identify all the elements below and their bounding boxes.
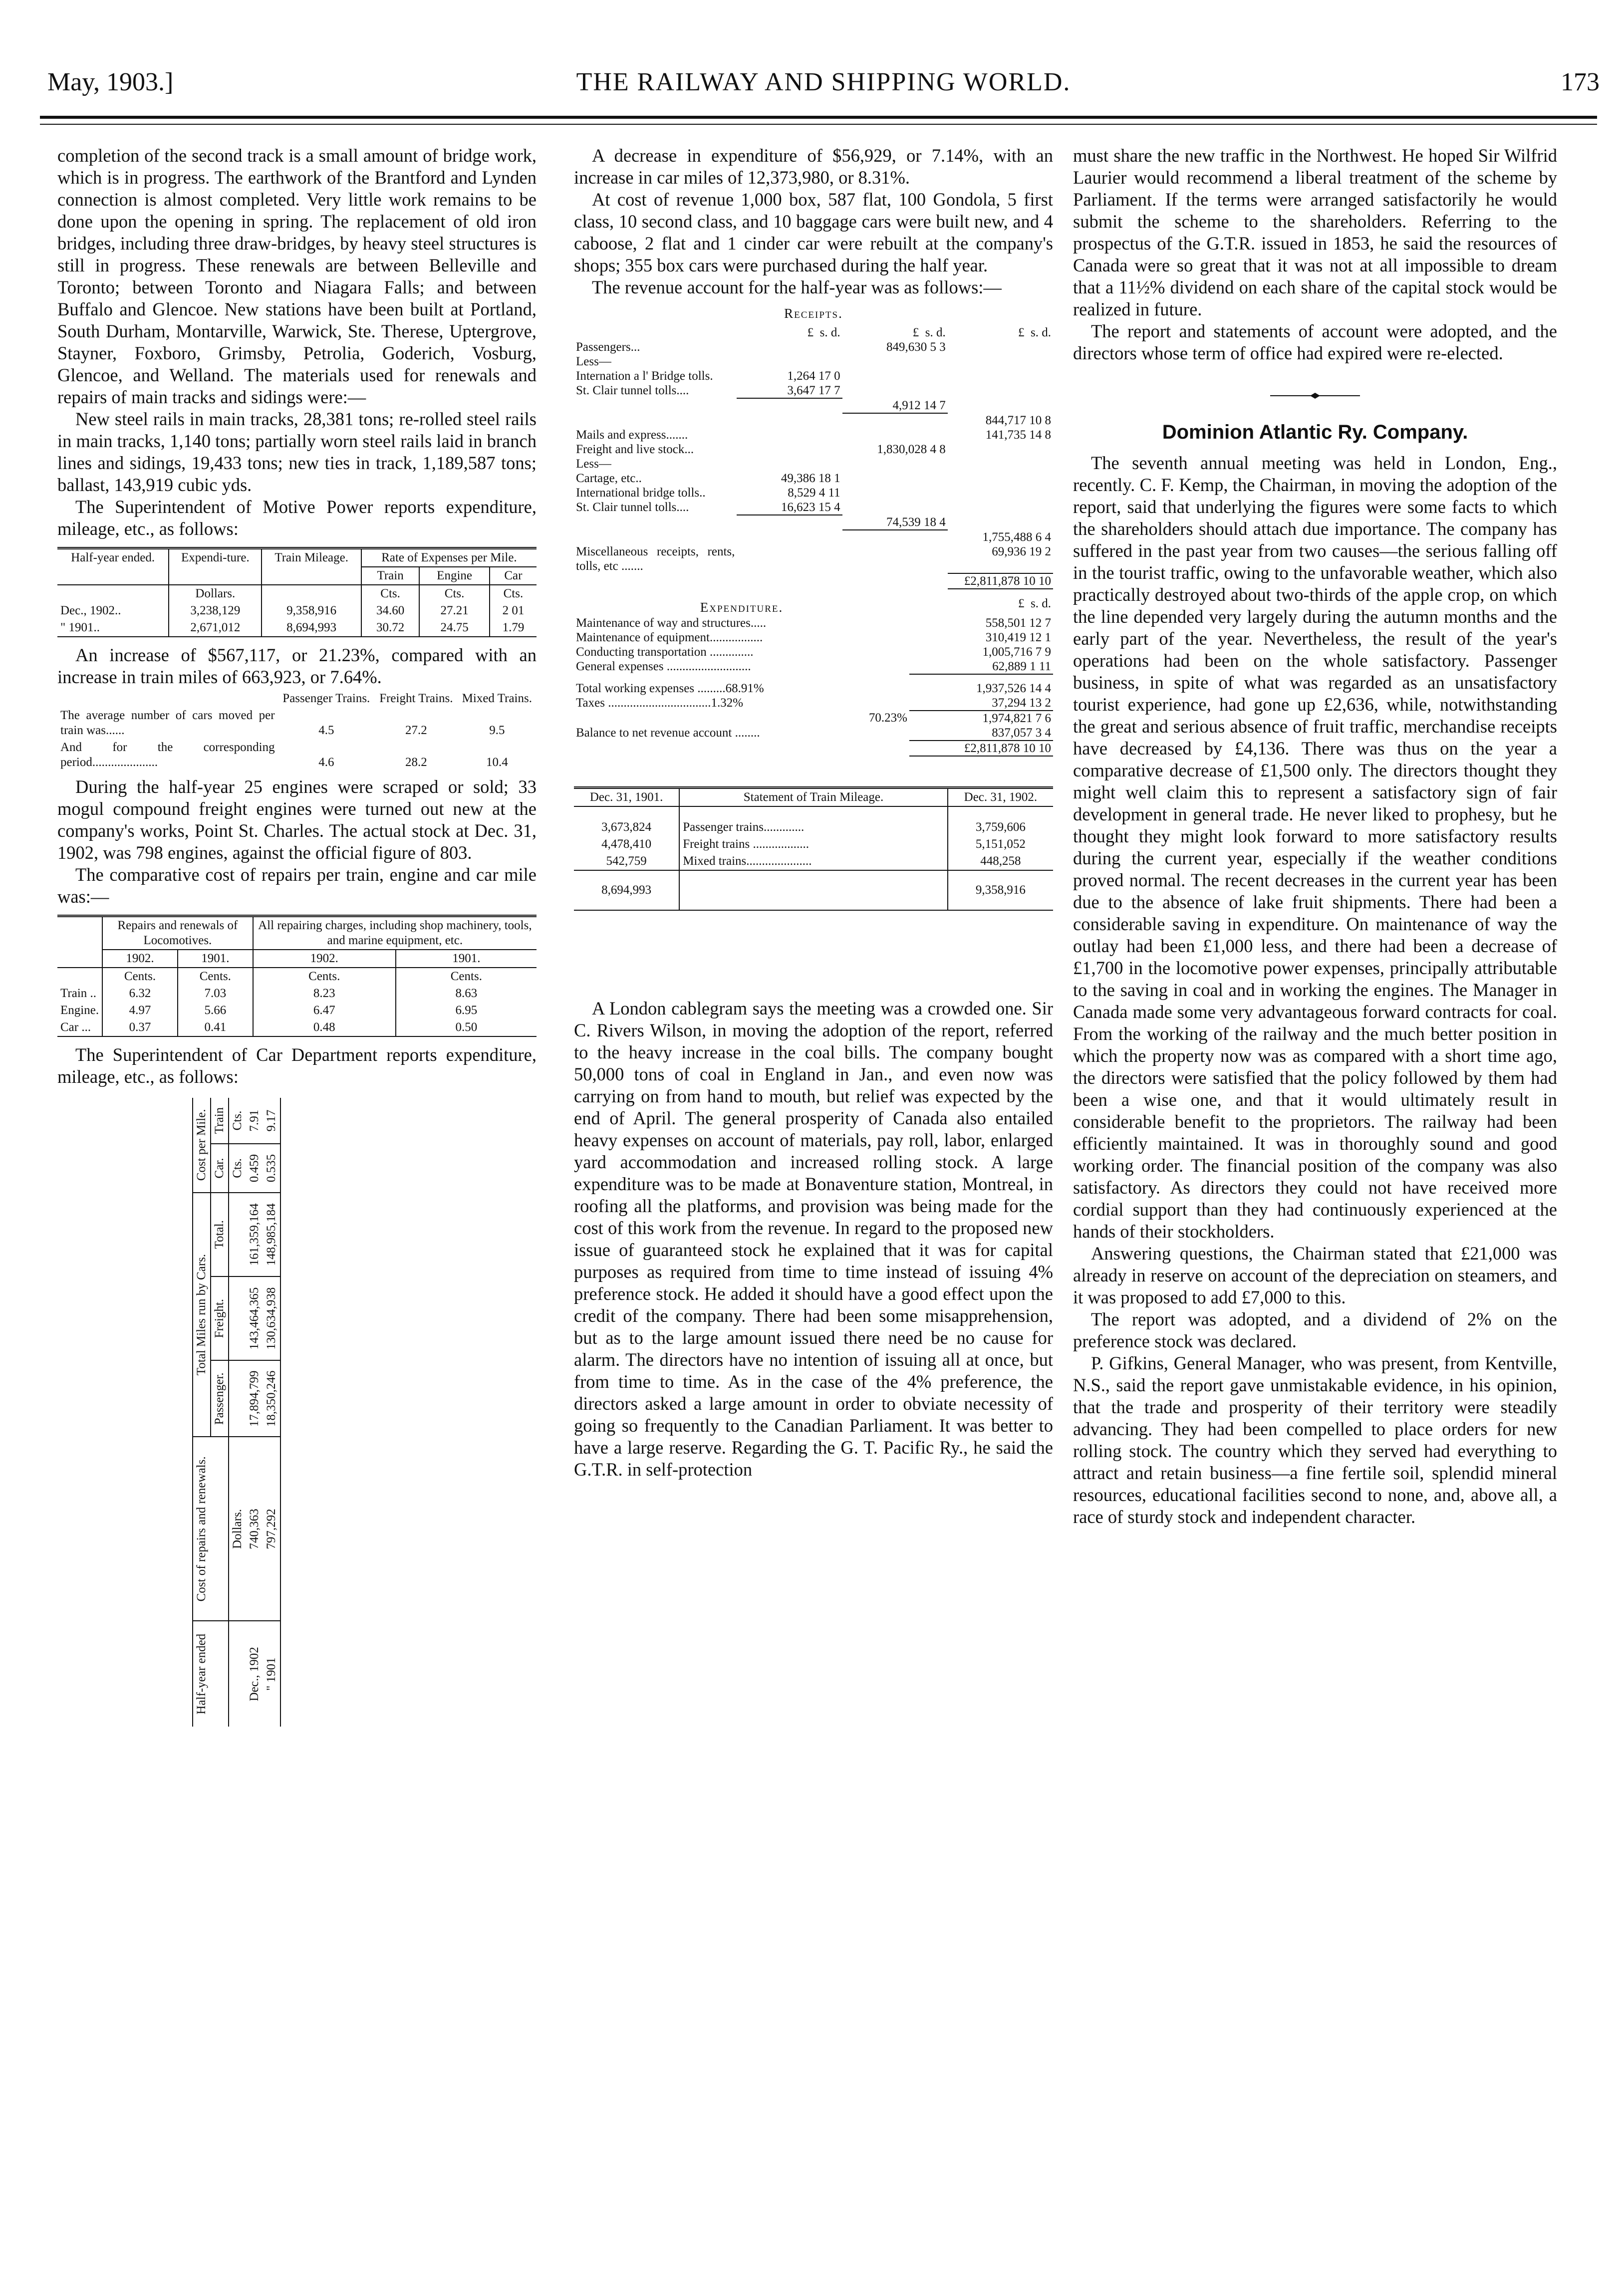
table-row: [574, 369, 1053, 383]
table-row: [574, 515, 1053, 530]
table-row: [574, 726, 1053, 741]
col-header: Car.: [211, 1144, 229, 1193]
table-row: [574, 645, 1053, 659]
issue-date: May, 1903.]: [47, 68, 174, 96]
row-label: Maintenance of way and structures.....: [576, 616, 767, 630]
cell: 143,464,365: [246, 1276, 263, 1360]
paragraph: An increase of $567,117, or 21.23%, compared with an increase in train miles of 663,923, or 7.64%.: [57, 645, 537, 687]
expenditure-title: Expenditure.: [700, 600, 784, 615]
cell: 8,694,993: [262, 619, 361, 637]
table-row: [574, 442, 1053, 457]
table-row: [574, 413, 1053, 428]
table-row: [57, 739, 537, 771]
cell: 17,894,799: [246, 1360, 263, 1437]
cell: 3,673,824: [574, 819, 679, 836]
cell: 837,057 3 4: [909, 726, 1053, 741]
row-label: Maintenance of equipment.................: [576, 631, 763, 644]
cell: 3,759,606: [975, 820, 1026, 834]
cell: 2,671,012: [169, 619, 262, 637]
table-row: [574, 741, 1053, 756]
table-row: [574, 428, 1053, 442]
table-row: [574, 471, 1053, 486]
cell: 28.2: [405, 756, 427, 769]
row-label: Internation a l' Bridge tolls.: [576, 369, 713, 383]
cell: 844,717 10 8: [985, 414, 1051, 427]
row-label: Engine.: [57, 1002, 102, 1019]
unit-label: Cts.: [231, 1110, 244, 1131]
unit-label: Cts.: [229, 1144, 246, 1193]
cell: 1,937,526 14 4: [976, 682, 1051, 695]
table-row: [574, 398, 1053, 413]
cell: 0.50: [455, 1020, 478, 1034]
col-header: Repairs and renewals of Locomotives.: [102, 916, 253, 950]
row-label: Mixed trains.....................: [679, 853, 948, 870]
col-header: Cost of repairs and renewals.: [193, 1437, 229, 1621]
table-row: [574, 630, 1053, 645]
unit-label: Dollars.: [229, 1437, 246, 1621]
cell: 4.97: [102, 1002, 178, 1019]
cell: 27.21: [419, 602, 490, 619]
row-label: Car ...: [57, 1019, 102, 1036]
cell: 69,936 19 2: [948, 544, 1053, 573]
col-header: Freight.: [211, 1276, 229, 1360]
cell: 141,735 14 8: [985, 428, 1051, 442]
paragraph: At cost of revenue 1,000 box, 587 flat, 100 Gondola, 5 first class, 10 second class, and 10 baggage cars were built new, and 4 caboose, 2 flat and 1 cinder car were rebuilt at the company's shops; 355 box cars were purchased during the half year.: [574, 189, 1053, 275]
cell: 130,634,938: [263, 1276, 280, 1360]
paragraph: A decrease in expenditure of $56,929, or 7.14%, with an increase in car miles of 12,373,980, or 8.31%.: [574, 145, 1053, 188]
row-label: Freight trains ..................: [679, 836, 948, 853]
cell: 0.41: [178, 1019, 253, 1036]
cell: 49,386 18 1: [781, 472, 840, 485]
receipts-table: [574, 325, 1053, 589]
paragraph: The revenue account for the half-year was as follows:—: [592, 277, 1002, 297]
cell: 4.5: [318, 724, 334, 737]
cell: 8.23: [253, 985, 396, 1002]
col-header: Engine: [419, 567, 490, 585]
paragraph: P. Gifkins, General Manager, who was present, from Kentville, N.S., said the report gave unmistakable evidence, in his opinion, that the trade and prosperity of their territory were steadily advancing. They had been compelled to place orders for new rolling stock. The country which they served had everything to attract and retain business—a fine fertile soil, splendid mineral resources, educational facilities second to none, and, above all, a race of sturdy stock and independent character.: [1073, 1353, 1557, 1527]
table-row: [574, 486, 1053, 500]
cell: 74,539 18 4: [842, 515, 948, 530]
col-header: 1902.: [253, 950, 396, 968]
cell: 9.17: [265, 1109, 278, 1132]
cell: 3,647 17 7: [737, 383, 842, 398]
car-department-table: [192, 1098, 281, 1727]
table-row: [574, 836, 1053, 853]
cell: 1,264 17 0: [787, 369, 840, 383]
col-header: Dec. 31, 1901.: [574, 788, 679, 807]
receipts-total: £2,811,878 10 10: [948, 573, 1053, 589]
currency-header: £ s. d.: [807, 326, 840, 339]
col-header: Rate of Expenses per Mile.: [361, 548, 537, 567]
row-label: And for the corresponding period.....................: [60, 741, 275, 769]
cell: 161,359,164: [246, 1193, 263, 1276]
cell: 10.4: [486, 756, 508, 769]
table-row: [574, 853, 1053, 870]
cell: 34.60: [361, 602, 419, 619]
paragraph: The Superintendent of Motive Power reports expenditure, mileage, etc., as follows:: [57, 497, 537, 539]
table-row: [574, 616, 1053, 630]
cell: 5.66: [178, 1002, 253, 1019]
cell: 558,501 12 7: [985, 616, 1051, 630]
row-label: St. Clair tunnel tolls....: [576, 501, 689, 514]
row-label: The average number of cars moved per train was......: [60, 709, 275, 737]
table-row: [574, 696, 1053, 711]
paragraph: The seventh annual meeting was held in London, Eng., recently. C. F. Kemp, the Chairman, in moving the adoption of the report, said that underlying the figures were some facts to which the shareholders should attach due importance. The company has suffered in the past year from two causes—the serious falling off in the tourist traffic, owing to the unfavorable weather, which also practically destroyed about two-thirds of the apple crop, on which the line depended very largely during the autumn months and the early part of the year. Nevertheless, the result of the year's operations had been on the whole satisfactory. Passenger business, in spite of what was regarded as an unsatisfactory tourist experience, had gone up £2,636, while, notwithstanding the great and serious absence of fruit traffic, merchandise receipts have decreased by £4,136. There was thus on the year a comparative decrease of £1,500 only. The directors thought they might well claim this to represent a satisfactory sign of fair development in general trade. He never liked to prophesy, but he thought they might look forward to more satisfactory results during the current year, especially if the weather conditions proved normal. The recent decreases in the current year has been due to the absence of lake fruit shipments. There had been a considerable saving in expenditure. On maintenance of way the outlay had been £1,000 less, and there had been a decrease of £1,700 in the locomotive power expenses, principally attributable to the saving in coal and in working the engines. The Manager in Canada made some very advantageous forward contracts for coal. From the working of the railway and the much better position in which the property now was as compared with a short time ago, the directors were satisfied that the policy followed by them had been a wise one, and that it would ultimately result in considerable benefit to the proprietors. The railway had been efficiently maintained. It was in thoroughly sound and good working order. The financial position of the company was also satisfactory. As directors they could not have received more cordial support than they had continuously experienced at the hands of their stockholders.: [1073, 453, 1557, 1242]
ornament-divider: [1073, 384, 1557, 406]
cell: 9.5: [489, 724, 505, 737]
col-header: Expendi-ture.: [169, 548, 262, 585]
col-header: Car: [504, 569, 523, 582]
cell: 849,630 5 3: [886, 340, 946, 354]
row-label: Cartage, etc..: [576, 472, 642, 485]
cell: 4,478,410: [574, 836, 679, 853]
paragraph: Answering questions, the Chairman stated that £21,000 was already in reserve on account of the depreciation on steamers, and it was proposed to add £7,000 to this.: [1073, 1243, 1557, 1307]
row-label: " 1901..: [57, 619, 169, 637]
cell: 9,358,916: [975, 883, 1026, 897]
expenditure-total: £2,811,878 10 10: [909, 741, 1053, 756]
col-header: Dec. 31, 1902.: [964, 790, 1038, 804]
article-heading: Dominion Atlantic Ry. Company.: [1162, 421, 1468, 443]
paragraph: completion of the second track is a small amount of bridge work, which is in progress. The earthwork of the Brantford and Lynden connection is almost completed. Very little work remains to be done upon the opening in spring. The replacement of old iron bridges, including three draw-bridges, by heavy steel structures is still in progress. These renewals are between Belleville and Toronto; between Toronto and Niagara Falls; and between Buffalo and Glencoe. New stations have been built at Portland, South Durham, Montarville, Warwick, Ste. Therese, Uptergrove, Stayner, Foxboro, Grimsby, Petrolia, Goderich, Vosburg, Glencoe, and Welland. The materials used for renewals and repairs of main tracks and sidings were:—: [57, 145, 537, 407]
row-label: Less—: [576, 355, 611, 368]
cell: 0.37: [102, 1019, 178, 1036]
col-header: Total Miles run by Cars.: [193, 1193, 211, 1437]
cell: 4.6: [318, 756, 334, 769]
receipts-title: Receipts.: [784, 306, 843, 321]
row-label: International bridge tolls..: [576, 486, 706, 500]
column-right: [1073, 145, 1557, 1528]
cell: 70.23%: [868, 711, 907, 725]
cell: 310,419 12 1: [985, 631, 1051, 644]
cell: 1,830,028 4 8: [877, 443, 946, 456]
cell: 6.95: [455, 1004, 478, 1017]
cell: 0.459: [246, 1144, 263, 1193]
cell: 1,755,488 6 4: [982, 530, 1051, 544]
unit-label: Cts.: [419, 585, 490, 602]
row-label: Conducting transportation ..............: [576, 645, 754, 659]
cell: 3,238,129: [169, 602, 262, 619]
row-label: " 1901: [263, 1621, 280, 1727]
cell: 0.535: [263, 1144, 280, 1193]
row-label: General expenses ...........................: [576, 660, 751, 673]
row-label: Less—: [576, 457, 611, 471]
col-header: Mixed Trains.: [462, 692, 532, 705]
cell: 148,985,184: [263, 1193, 280, 1276]
column-left: [57, 145, 537, 1727]
cell: 542,759: [574, 853, 679, 870]
page-number: 173: [1561, 68, 1600, 96]
col-header: Half-year ended: [193, 1621, 229, 1727]
table-row: [57, 707, 537, 739]
cell: 62,889 1 11: [909, 659, 1053, 674]
train-mileage-table: [574, 786, 1053, 911]
col-header: Freight Trains.: [379, 692, 453, 705]
row-label: Balance to net revenue account ........: [576, 726, 760, 740]
expenditure-table: [574, 596, 1053, 757]
currency-header: £ s. d.: [1018, 326, 1051, 339]
unit-label: Cents.: [253, 968, 396, 985]
col-header: Train: [213, 1107, 226, 1134]
cell: 30.72: [361, 619, 419, 637]
row-label: Total working expenses .........68.91%: [576, 682, 764, 695]
cell: 448,258: [948, 853, 1053, 870]
cell: 1,005,716 7 9: [982, 645, 1051, 659]
repair-cost-table: [57, 915, 537, 1037]
cell: 8,529 4 11: [788, 486, 840, 500]
row-label: Dec., 1902..: [57, 602, 169, 619]
paragraph: New steel rails in main tracks, 28,381 tons; re-rolled steel rails in main tracks, 1,140 tons; partially worn steel rails laid in branch lines and sidings, 19,433 tons; new ties in track, 1,189,587 tons; ballast, 143,919 cubic yds.: [57, 409, 537, 495]
paragraph: The report was adopted, and a dividend of 2% on the preference stock was declared.: [1073, 1309, 1557, 1351]
cell: 18,350,246: [263, 1360, 280, 1437]
table-row: [57, 985, 537, 1002]
table-row: [263, 1098, 280, 1727]
spacer: [574, 918, 1053, 998]
cell: 4,912 14 7: [842, 398, 948, 413]
cars-per-train-table: [57, 690, 537, 771]
table-row: [574, 383, 1053, 398]
table-row: [574, 530, 1053, 544]
unit-label: Cents.: [178, 968, 253, 985]
unit-label: Cents.: [102, 968, 178, 985]
running-header: [47, 67, 1600, 107]
cell: 27.2: [405, 724, 427, 737]
currency-header: £ s. d.: [912, 326, 946, 339]
table-row: [574, 819, 1053, 836]
unit-label: Cts.: [503, 587, 524, 600]
unit-label: Cts.: [361, 585, 419, 602]
col-header: Passenger.: [211, 1360, 229, 1437]
col-header: Total.: [211, 1193, 229, 1276]
car-department-table-wrap: [192, 1098, 402, 1727]
cell: 8,694,993: [574, 870, 679, 910]
row-label: Dec., 1902: [246, 1621, 263, 1727]
col-header: 1901.: [452, 952, 481, 965]
row-label: Taxes .................................1.32%: [576, 696, 744, 710]
paragraph: must share the new traffic in the Northwest. He hoped Sir Wilfrid Laurier would recommend a liberal treatment of the scheme by Parliament. If the terms were arranged satisfactorily he would submit the scheme to the shareholders. Referring to the prospectus of the G.T.R. issued in 1853, he said the resources of Canada were so great that it was not at all impossible to dream that a 11½% dividend on each share of the capital stock would be realized in future.: [1073, 145, 1557, 319]
paragraph: During the half-year 25 engines were scraped or sold; 33 mogul compound freight engines were turned out new at the company's works, Point St. Charles. The actual stock at Dec. 31, 1902, was 798 engines, against the official figure of 803.: [57, 776, 537, 863]
table-row: [574, 681, 1053, 696]
cell: 37,294 13 2: [909, 696, 1053, 711]
row-label: Passengers...: [576, 340, 640, 354]
row-label: Miscellaneous receipts, rents, tolls, etc .......: [576, 545, 735, 573]
table-row: [57, 619, 537, 637]
table-row: [574, 573, 1053, 589]
cell: 2 01: [502, 604, 525, 617]
row-label: Freight and live stock...: [576, 443, 694, 456]
paragraph: A London cablegram says the meeting was a crowded one. Sir C. Rivers Wilson, in moving the adoption of the report, referred to the heavy increase in the coal bills. The company bought 50,000 tons of coal in England in Jan., and even now was carrying on from hand to mouth, but relief was expected by the end of April. The general prosperity of Canada also entailed heavy expenses on account of materials, pay roll, labor, enlarged yard accommodation and increased rolling stock. A large expenditure was to be made at Bonaventure station, Montreal, in roofing all the platforms, and provision was being made for the cost of this work from the revenue. In regard to the proposed new issue of guaranteed stock he explained that it was for capital purposes as required from time to time instead of issuing 4% preference stock. He added it should have a good effect upon the credit of the company. There had been some misapprehension, but as to the large amount issued there need be no cause for alarm. The directors have no intention of issuing all at once, but from time to time. As in the case of the 4% preference, the directors asked a large amount in order to obviate necessity of going so frequently to the Canadian Parliament. It was better to have a large reserve. Regarding the G. T. Pacific Ry., he said the G.T.R. in self-protection: [574, 998, 1053, 1480]
row-label: Train ..: [57, 985, 102, 1002]
col-header: Train Mileage.: [262, 548, 361, 585]
paragraph: The report and statements of account were adopted, and the directors whose term of office had expired were re-elected.: [1073, 321, 1557, 363]
header-rule-thin: [40, 124, 1597, 125]
table-row: [574, 711, 1053, 726]
cell: 740,363: [246, 1437, 263, 1621]
table-row: [246, 1098, 263, 1727]
col-header: 1902.: [102, 950, 178, 968]
cell: 6.32: [102, 985, 178, 1002]
row-label: St. Clair tunnel tolls....: [576, 384, 689, 397]
table-row: [57, 602, 537, 619]
table-row: [574, 500, 1053, 515]
row-label: Passenger trains.............: [679, 819, 948, 836]
cell: 797,292: [263, 1437, 280, 1621]
cell: 7.03: [178, 985, 253, 1002]
cell: 7.91: [248, 1109, 261, 1132]
col-header: Cost per Mile.: [193, 1098, 211, 1193]
table-row: [574, 544, 1053, 573]
table-row: [57, 1002, 537, 1019]
unit-label: Dollars.: [169, 585, 262, 602]
cell: 16,623 15 4: [737, 500, 842, 515]
col-header: Train: [361, 567, 419, 585]
unit-label: Cents.: [450, 970, 482, 983]
paragraph: The Superintendent of Car Department reports expenditure, mileage, etc., as follows:: [57, 1044, 537, 1087]
cell: 9,358,916: [262, 602, 361, 619]
table-row: [574, 870, 1053, 910]
cell: 24.75: [419, 619, 490, 637]
col-header: Half-year ended.: [57, 548, 169, 585]
paragraph: The comparative cost of repairs per train, engine and car mile was:—: [57, 864, 537, 907]
col-header: All repairing charges, including shop machinery, tools, and marine equipment, etc.: [253, 916, 537, 950]
col-header: Passenger Trains.: [282, 692, 370, 705]
motive-power-table: [57, 547, 537, 637]
table-row: [574, 659, 1053, 674]
cell: 0.48: [253, 1019, 396, 1036]
cell: 8.63: [455, 987, 478, 1000]
cell: 1,974,821 7 6: [982, 712, 1051, 725]
cell: 5,151,052: [975, 837, 1026, 851]
table-row: [574, 340, 1053, 354]
cell: 1.79: [502, 621, 525, 634]
header-rule-thick: [40, 116, 1597, 119]
table-row: [57, 1019, 537, 1036]
row-label: Mails and express.......: [576, 428, 688, 442]
col-header: 1901.: [178, 950, 253, 968]
cell: 6.47: [253, 1002, 396, 1019]
col-header: Statement of Train Mileage.: [679, 788, 948, 807]
currency-header: £ s. d.: [1018, 597, 1051, 610]
publication-title: THE RAILWAY AND SHIPPING WORLD.: [576, 68, 1071, 96]
column-middle: [574, 145, 1053, 1481]
